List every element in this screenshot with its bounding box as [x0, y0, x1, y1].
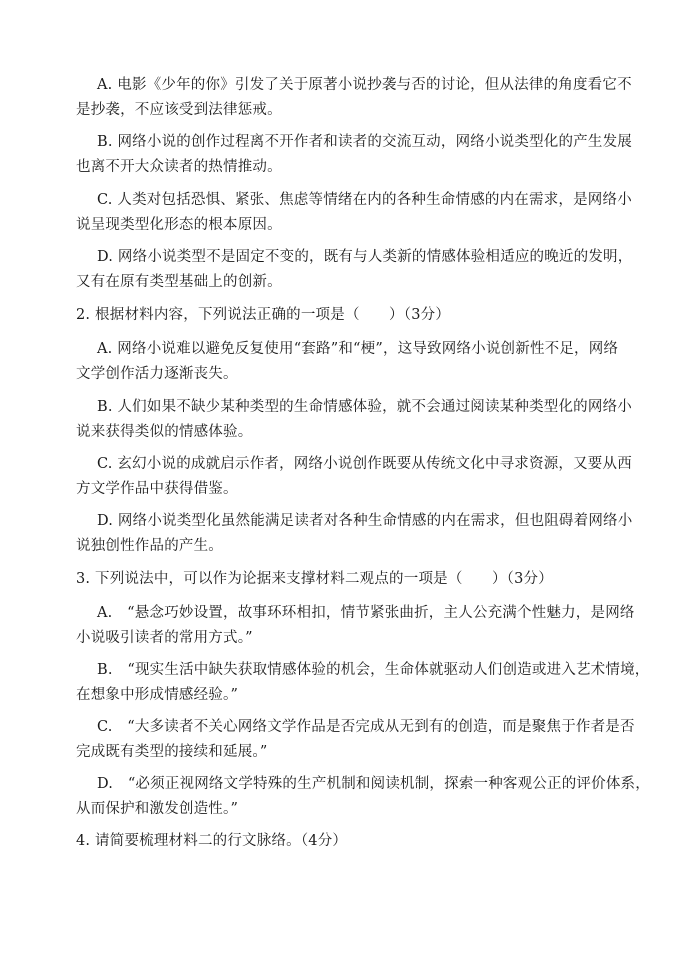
q2-option-d-line1: D. 网络小说类型化虽然能满足读者对各种生命情感的内在需求，但也阻碍着网络小: [97, 513, 633, 529]
q3-option-c-line2: 完成既有类型的接续和延展。”: [76, 744, 268, 760]
q2-option-c-line2: 方文学作品中获得借鉴。: [76, 481, 238, 497]
q1-option-d-line1: D. 网络小说类型不是固定不变的，既有与人类新的情感体验相适应的晚近的发明，: [97, 249, 633, 265]
q2-option-d-line2: 说独创性作品的产生。: [76, 538, 223, 554]
q3-option-a-line1: A. “悬念巧妙设置，故事环环相扣，情节紧张曲折，主人公充满个性魅力，是网络: [97, 605, 635, 621]
q2-stem: 2. 根据材料内容，下列说法正确的一项是（ ）（3分）: [76, 307, 451, 323]
q3-stem: 3. 下列说法中，可以作为论据来支撑材料二观点的一项是（ ）（3分）: [76, 571, 553, 587]
q1-option-a-line1: A. 电影《少年的你》引发了关于原著小说抄袭与否的讨论，但从法律的角度看它不: [97, 77, 632, 93]
q1-option-d-line2: 又有在原有类型基础上的创新。: [76, 274, 282, 290]
q1-option-c-line2: 说呈现类型化形态的根本原因。: [76, 217, 282, 233]
q2-option-a-line2: 文学创作活力逐渐丧失。: [76, 366, 238, 382]
q3-option-a-line2: 小说吸引读者的常用方式。”: [76, 630, 253, 646]
q1-option-c-line1: C. 人类对包括恐惧、紧张、焦虑等情绪在内的各种生命情感的内在需求，是网络小: [97, 192, 632, 208]
q2-option-a-line1: A. 网络小说难以避免反复使用“套路”和“梗”，这导致网络小说创新性不足，网络: [97, 341, 619, 357]
q2-option-c-line1: C. 玄幻小说的成就启示作者，网络小说创作既要从传统文化中寻求资源，又要从西: [97, 456, 632, 472]
q3-option-d-line2: 从而保护和激发创造性。”: [76, 801, 239, 817]
q1-option-b-line2: 也离不开大众读者的热情推动。: [76, 159, 282, 175]
q2-option-b-line1: B. 人们如果不缺少某种类型的生命情感体验，就不会通过阅读某种类型化的网络小: [97, 399, 632, 415]
q4-stem: 4. 请简要梳理材料二的行文脉络。（4分）: [76, 833, 348, 849]
q2-option-b-line2: 说来获得类似的情感体验。: [76, 424, 253, 440]
q1-option-b-line1: B. 网络小说的创作过程离不开作者和读者的交流互动，网络小说类型化的产生发展: [97, 134, 632, 150]
q3-option-c-line1: C. “大多读者不关心网络文学作品是否完成从无到有的创造，而是聚焦于作者是否: [97, 719, 635, 735]
q3-option-b-line1: B. “现实生活中缺失获取情感体验的机会，生命体就驱动人们创造或进入艺术情境，: [97, 662, 650, 678]
q3-option-d-line1: D. “必须正视网络文学特殊的生产机制和阅读机制，探索一种客观公正的评价体系，: [97, 776, 650, 792]
q1-option-a-line2: 是抄袭，不应该受到法律惩戒。: [76, 102, 282, 118]
q3-option-b-line2: 在想象中形成情感经验。”: [76, 687, 239, 703]
